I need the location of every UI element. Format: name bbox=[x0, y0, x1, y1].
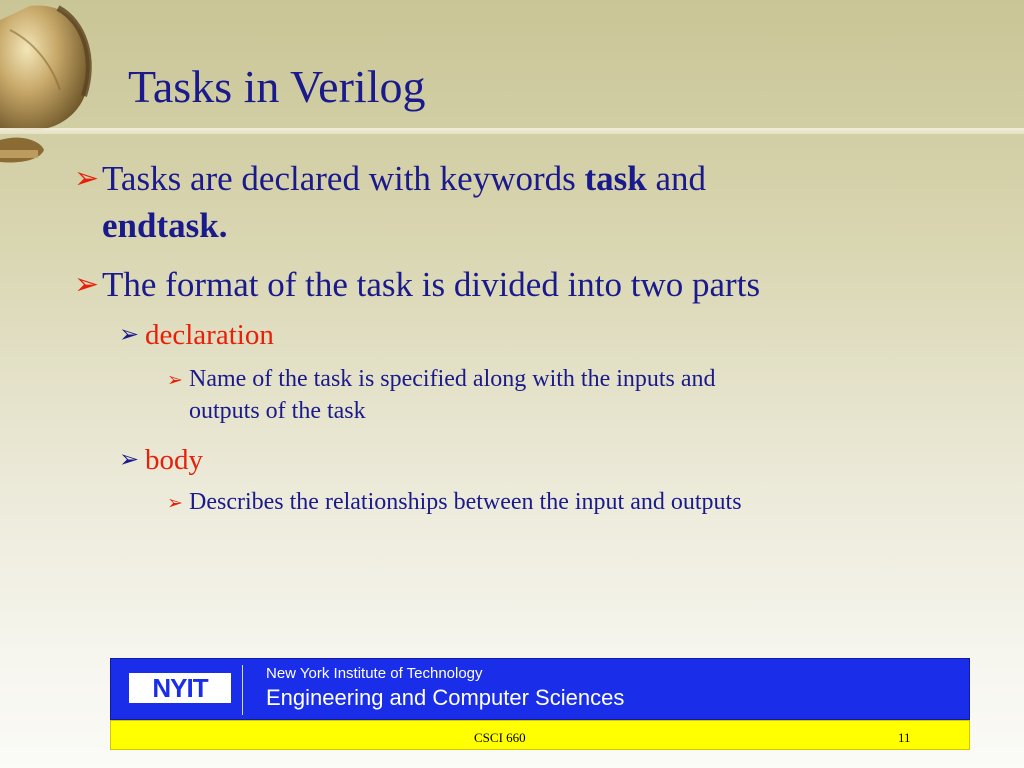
bullet-text-continued: and bbox=[646, 159, 707, 198]
arrow-bullet-icon: ➢ bbox=[167, 493, 183, 514]
sub-bullet-declaration bbox=[119, 317, 274, 353]
logo-text: NYIT bbox=[152, 673, 208, 703]
arrow-bullet-icon: ➢ bbox=[119, 447, 140, 473]
keyword-endtask: endtask. bbox=[102, 206, 228, 245]
course-code: CSCI 660 bbox=[474, 730, 526, 745]
arrow-bullet-icon: ➢ bbox=[74, 268, 100, 301]
title-divider bbox=[0, 128, 1024, 134]
page-number: 11 bbox=[898, 730, 911, 745]
slide-title: Tasks in Verilog bbox=[128, 61, 426, 112]
arrow-bullet-icon: ➢ bbox=[74, 162, 100, 195]
sub-bullet-body bbox=[119, 442, 203, 478]
arrow-bullet-icon: ➢ bbox=[119, 322, 140, 348]
detail-item bbox=[167, 364, 716, 395]
bullet-text: Tasks are declared with keywords bbox=[102, 159, 585, 198]
detail-item-continued bbox=[189, 396, 366, 427]
arrow-bullet-icon: ➢ bbox=[167, 370, 183, 391]
bullet-item bbox=[74, 262, 761, 308]
keyword-task: task bbox=[584, 159, 647, 198]
detail-text: Describes the relationships between the input and outputs bbox=[189, 489, 742, 515]
sub-bullet-text: body bbox=[145, 444, 203, 476]
detail-text: outputs of the task bbox=[189, 398, 366, 424]
department-name: Engineering and Computer Sciences bbox=[266, 685, 625, 710]
globe-icon bbox=[0, 0, 100, 170]
footer-banner bbox=[110, 658, 970, 720]
bullet-item bbox=[74, 156, 707, 202]
bullet-item-continued bbox=[102, 203, 227, 249]
bullet-text: The format of the task is divided into two parts bbox=[102, 265, 761, 304]
footer-divider bbox=[242, 665, 243, 715]
nyit-logo bbox=[129, 673, 231, 703]
detail-text: Name of the task is specified along with the inputs and bbox=[189, 366, 716, 392]
institution-name: New York Institute of Technology bbox=[266, 665, 483, 682]
footer-bar bbox=[110, 720, 970, 750]
detail-item bbox=[167, 487, 742, 518]
sub-bullet-text: declaration bbox=[145, 319, 274, 351]
